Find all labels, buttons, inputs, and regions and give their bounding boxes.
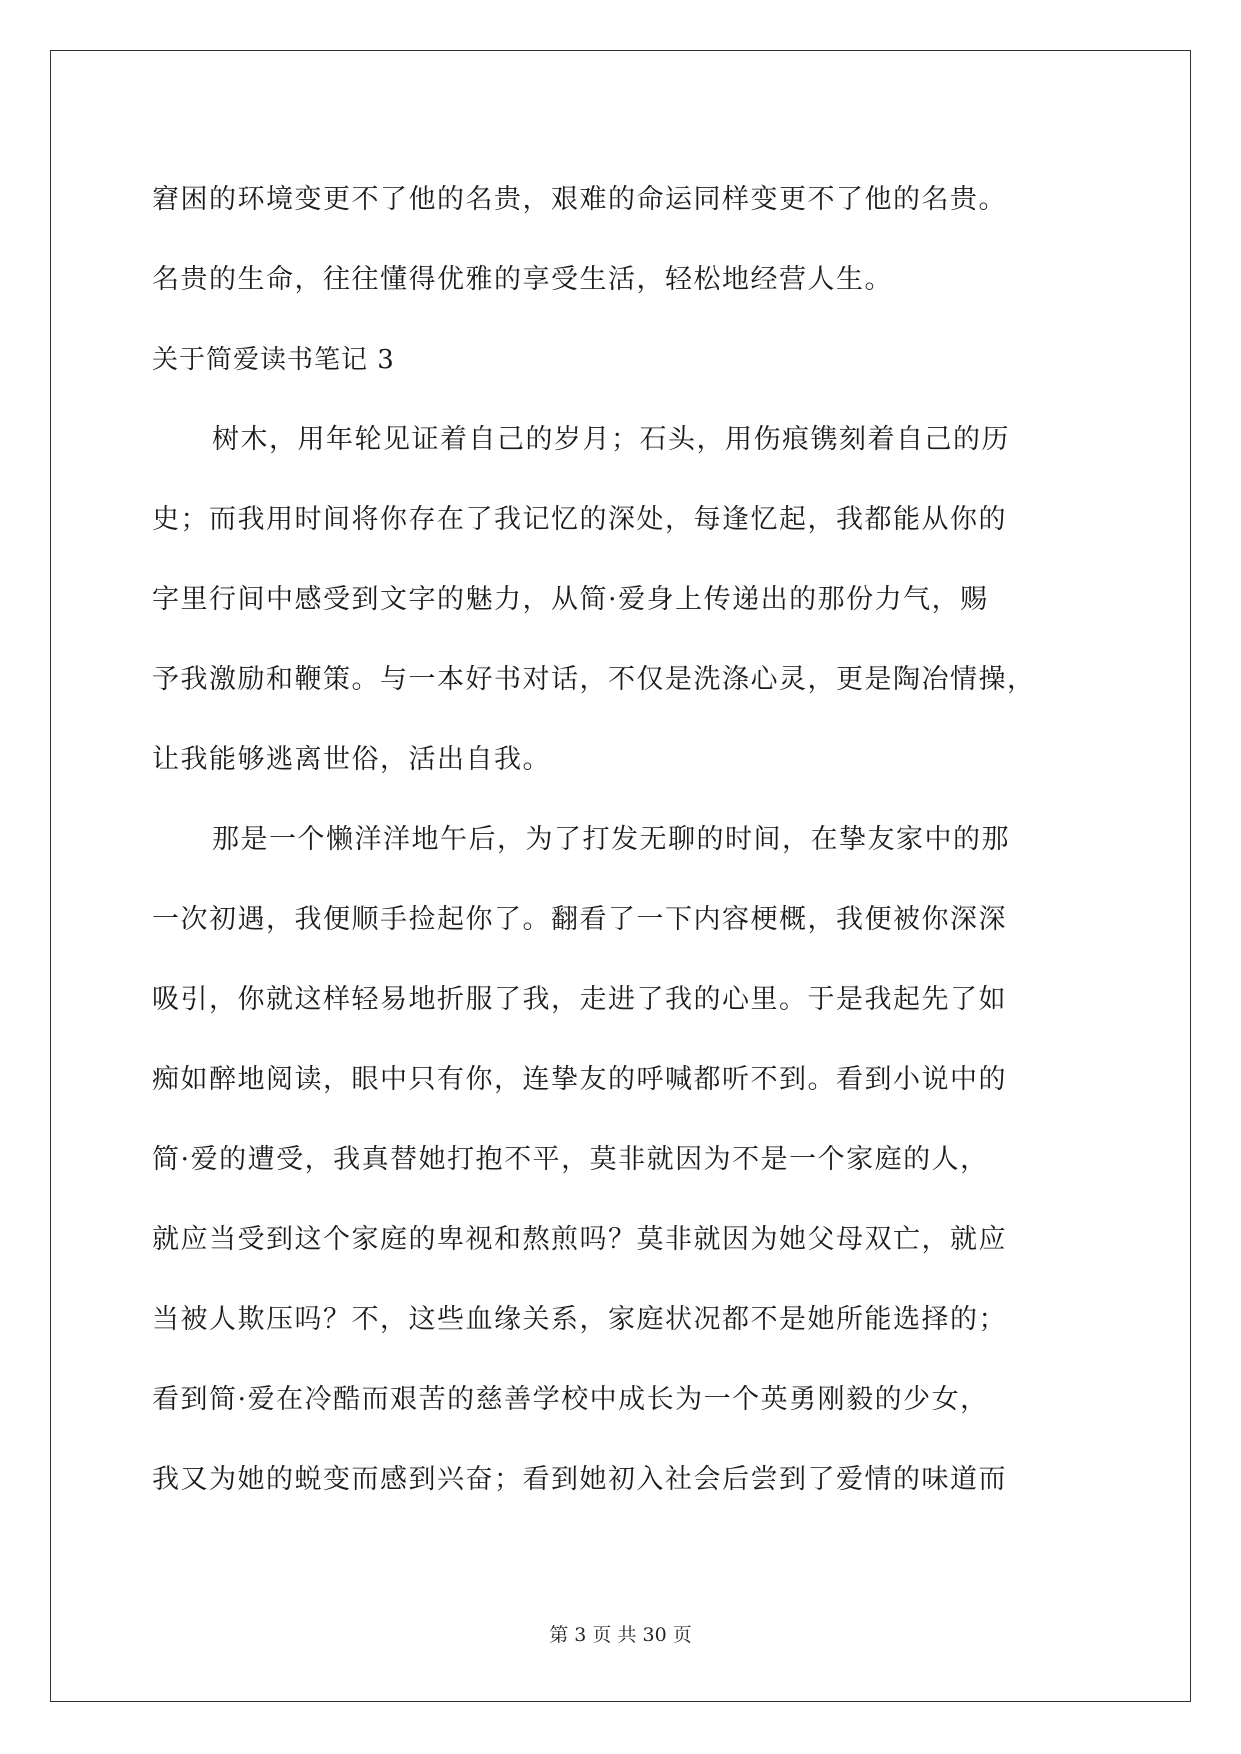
text-line: 痴如醉地阅读，眼中只有你，连挚友的呼喊都听不到。看到小说中的 <box>152 1064 1007 1095</box>
section-heading: 关于简爱读书笔记 3 <box>152 345 395 375</box>
paragraph-2 <box>152 800 1092 1520</box>
text-line: 当被人欺压吗？不，这些血缘关系，家庭状况都不是她所能选择的； <box>152 1304 1007 1335</box>
text-line: 树木，用年轮见证着自己的岁月；石头，用伤痕镌刻着自己的历 <box>212 424 1010 455</box>
paragraph-1 <box>152 400 1092 800</box>
text-line: 一次初遇，我便顺手捡起你了。翻看了一下内容梗概，我便被你深深 <box>152 904 1007 935</box>
text-line: 予我激励和鞭策。与一本好书对话，不仅是洗涤心灵，更是陶冶情操， <box>152 664 1036 695</box>
text-line: 那是一个懒洋洋地午后，为了打发无聊的时间，在挚友家中的那 <box>212 824 1010 855</box>
text-line: 史；而我用时间将你存在了我记忆的深处，每逢忆起，我都能从你的 <box>152 504 1007 535</box>
document-body <box>152 160 1092 1520</box>
page-number-footer: 第 3 页 共 30 页 <box>549 1624 692 1646</box>
text-line: 简·爱的遭受，我真替她打抱不平，莫非就因为不是一个家庭的人， <box>152 1144 989 1175</box>
text-line: 让我能够逃离世俗，活出自我。 <box>152 744 551 775</box>
text-line: 我又为她的蜕变而感到兴奋；看到她初入社会后尝到了爱情的味道而 <box>152 1464 1007 1495</box>
text-line: 窘困的环境变更不了他的名贵，艰难的命运同样变更不了他的名贵。 <box>152 184 1007 215</box>
text-line: 吸引，你就这样轻易地折服了我，走进了我的心里。于是我起先了如 <box>152 984 1007 1015</box>
text-line: 字里行间中感受到文字的魅力，从简·爱身上传递出的那份力气，赐 <box>152 584 989 615</box>
text-line: 名贵的生命，往往懂得优雅的享受生活，轻松地经营人生。 <box>152 264 893 295</box>
text-line: 就应当受到这个家庭的卑视和熬煎吗？莫非就因为她父母双亡，就应 <box>152 1224 1007 1255</box>
text-line: 看到简·爱在冷酷而艰苦的慈善学校中成长为一个英勇刚毅的少女， <box>152 1384 989 1415</box>
